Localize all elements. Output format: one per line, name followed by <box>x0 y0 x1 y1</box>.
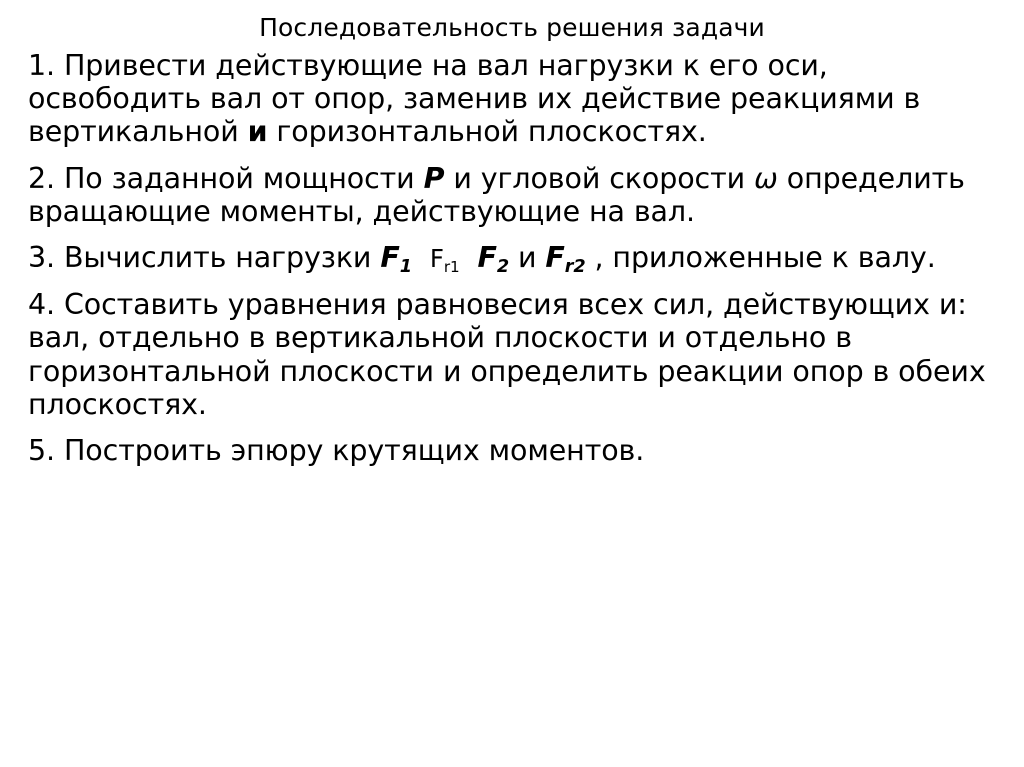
step-1-text-a: Привести действующие на вал нагрузки к его оси, освободить вал от опор, заменив их действие реакциями в вертикальной <box>28 48 921 149</box>
symbol-fr2 <box>545 241 586 278</box>
step-2-text-a: По заданной мощности <box>63 161 424 195</box>
page-title: Последовательность решения задачи <box>259 13 765 42</box>
step-3-text-b: , приложенные к валу. <box>585 241 936 275</box>
step-3-conjunction: и <box>509 241 546 275</box>
step-2-number: 2. <box>28 161 64 195</box>
symbol-f2-sub: 2 <box>496 257 510 278</box>
symbol-f1-base: F <box>380 241 400 275</box>
step-1-emphasis: и <box>247 115 268 149</box>
step-1-number: 1. <box>28 48 64 82</box>
symbol-f2 <box>477 241 510 278</box>
step-4-number: 4. <box>28 287 64 321</box>
list-item-step-1 <box>28 49 996 149</box>
step-4-text: Составить уравнения равновесия всех сил, действующих и: вал, отдельно в вертикальной плоскости и отдельно в горизонтальной плоскости и определить реакции опор в обеих плоскостях. <box>28 287 986 421</box>
list-item-step-3 <box>28 241 996 278</box>
symbol-fr2-sub: r2 <box>564 257 586 278</box>
symbol-fr1-sub: r1 <box>443 257 460 276</box>
symbol-f2-base: F <box>477 241 497 275</box>
step-1-text-b: горизонтальной плоскостях. <box>267 115 707 149</box>
symbol-power: P <box>423 161 445 195</box>
step-2-text-c: определить вращающие моменты, действующие на вал. <box>28 161 965 229</box>
list-item-step-5 <box>28 434 996 467</box>
step-3-text-a: Вычислить нагрузки <box>63 241 381 275</box>
step-5-text: Построить эпюру крутящих моментов. <box>63 434 645 468</box>
step-5-number: 5. <box>28 434 64 468</box>
symbol-fr1-base: F <box>429 244 444 274</box>
list-item-step-2 <box>28 162 996 229</box>
symbol-fr1 <box>429 244 460 276</box>
symbol-omega: ω <box>754 161 778 195</box>
symbol-fr2-base: F <box>545 241 565 275</box>
steps-list <box>28 49 996 468</box>
symbol-f1-sub: 1 <box>399 257 412 278</box>
list-item-step-4 <box>28 288 996 421</box>
symbol-f1 <box>380 241 412 278</box>
step-3-number: 3. <box>28 241 64 275</box>
step-2-text-b: и угловой скорости <box>444 161 755 195</box>
